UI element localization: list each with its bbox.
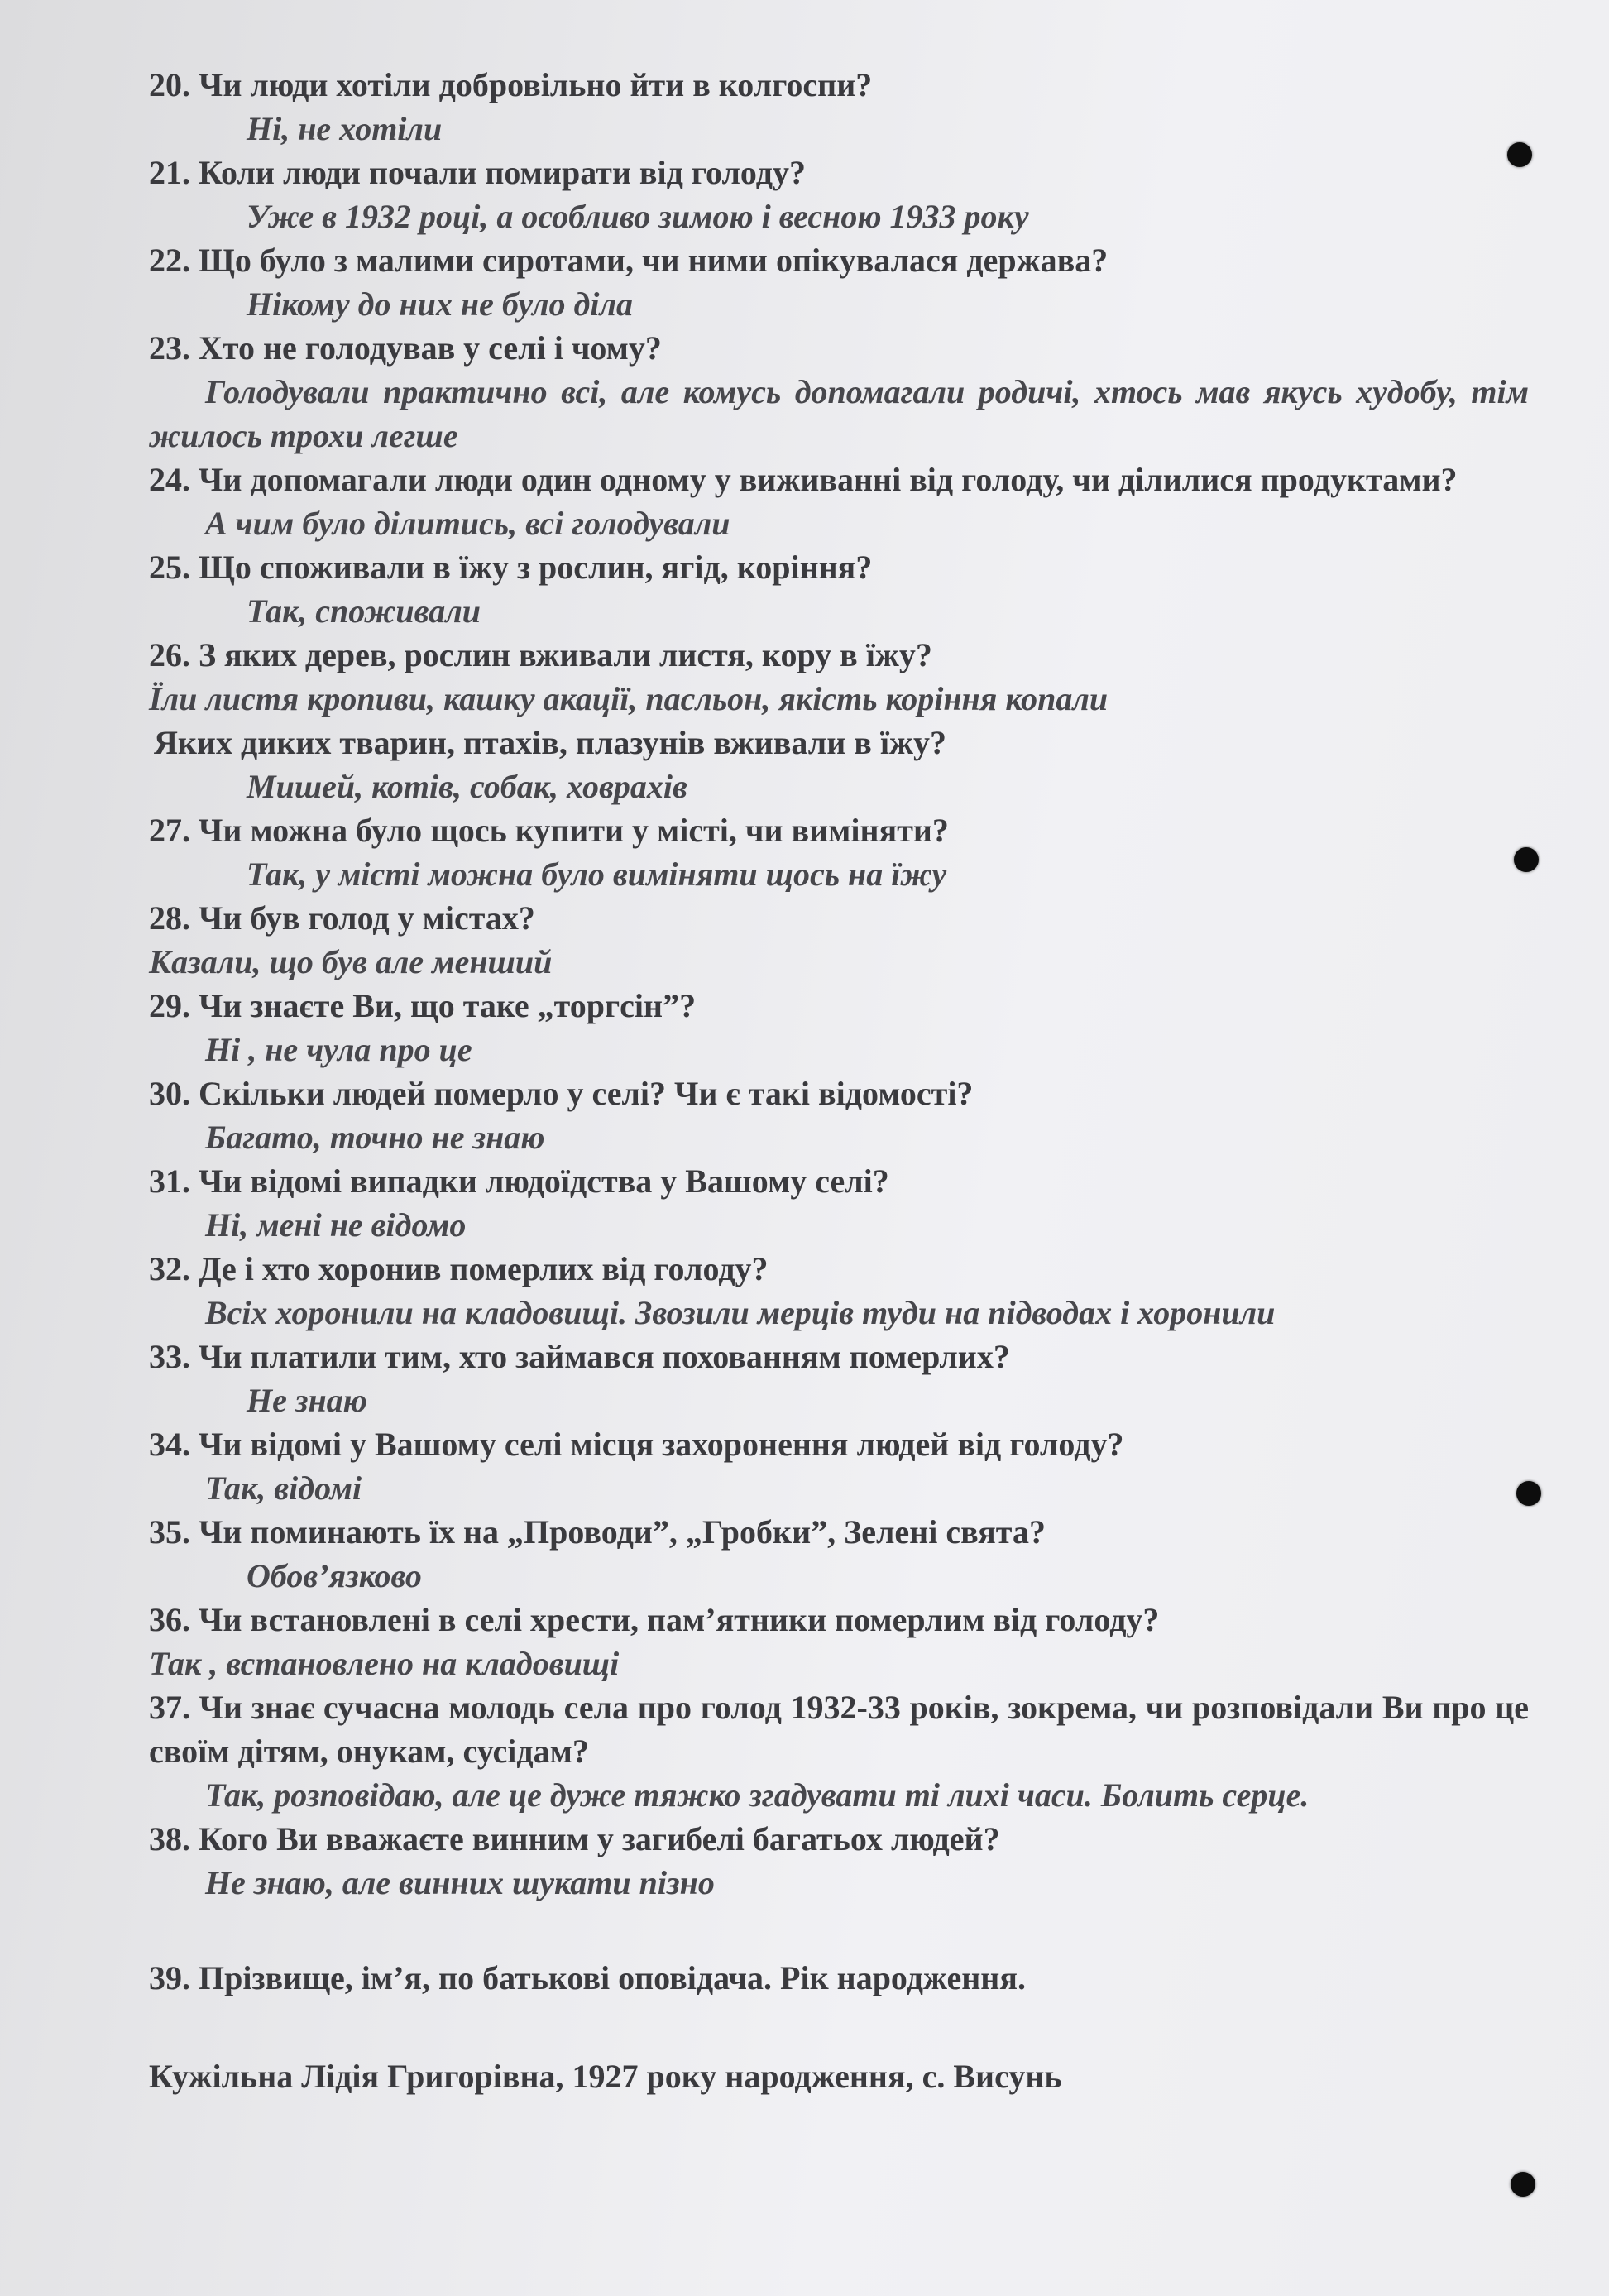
answer: Так, споживали (247, 592, 481, 630)
answer: Нікому до них не було діла (247, 285, 633, 323)
question: 24. Чи допомагали люди один одному у виживанні від голоду, чи ділилися продуктами? (149, 461, 1458, 498)
answer: Так, відомі (205, 1469, 362, 1507)
question: 26. З яких дерев, рослин вживали листя, кору в їжу? (149, 636, 932, 673)
question: 29. Чи знаєте Ви, що таке „торгсін”? (149, 987, 697, 1024)
question: 21. Коли люди почали помирати від голоду? (149, 154, 806, 191)
answer: Ні, мені не відомо (205, 1206, 467, 1244)
question: 34. Чи відомі у Вашому селі місця захоронення людей від голоду? (149, 1426, 1124, 1463)
answer: Їли листя кропиви, кашку акації, пасльон, якість коріння копали (149, 680, 1109, 717)
question: Яких диких тварин, птахів, плазунів вживали в їжу? (154, 724, 946, 761)
question: 20. Чи люди хотіли добровільно йти в колгоспи? (149, 66, 873, 103)
answer: Так, у місті можна було виміняти щось на їжу (247, 856, 947, 893)
question: 25. Що споживали в їжу з рослин, ягід, коріння? (149, 549, 873, 586)
answer: Уже в 1932 році, а особливо зимою і весною 1933 року (247, 198, 1029, 235)
answer: Ні, не хотіли (247, 110, 443, 147)
answer: Так, розповідаю, але це дуже тяжко згадувати ті лихі часи. Болить серце. (205, 1776, 1310, 1814)
question: 22. Що було з малими сиротами, чи ними опікувалася держава? (149, 242, 1109, 279)
question: 30. Скільки людей померло у селі? Чи є такі відомості? (149, 1075, 974, 1112)
answer: Мишей, котів, собак, ховрахів (247, 768, 687, 805)
answer: Обов’язково (247, 1557, 422, 1594)
answer: Всіх хоронили на кладовищі. Звозили мерців туди на підводах і хоронили (205, 1294, 1276, 1331)
answer: Ні , не чула про це (205, 1031, 472, 1068)
answer: А чим було ділитись, всі голодували (205, 505, 730, 542)
narrator-question: 39. Прізвище, ім’я, по батькові оповідача. Рік народження. (149, 1959, 1026, 1996)
question: 28. Чи був голод у містах? (149, 899, 535, 937)
answer: Не знаю, але винних шукати пізно (205, 1864, 715, 1901)
binder-hole (1511, 2172, 1535, 2197)
question: 23. Хто не голодував у селі і чому? (149, 329, 662, 367)
questionnaire (149, 63, 1529, 2098)
answer: Казали, що був але менший (149, 943, 553, 980)
question: 38. Кого Ви вважаєте винним у загибелі багатьох людей? (149, 1820, 1000, 1857)
answer: Багато, точно не знаю (205, 1119, 545, 1156)
answer: Так , встановлено на кладовищі (149, 1645, 620, 1682)
question: 27. Чи можна було щось купити у місті, чи виміняти? (149, 812, 949, 849)
narrator-info: Кужільна Лідія Григорівна, 1927 року народження, с. Висунь (149, 2058, 1062, 2095)
question: 37. Чи знає сучасна молодь села про голод 1932-33 років, зокрема, чи розповідали Ви про це своїм дітям, онукам, сусідам? (149, 1689, 1529, 1770)
question: 36. Чи встановлені в селі хрести, пам’ятники померлим від голоду? (149, 1601, 1160, 1638)
question: 33. Чи платили тим, хто займався похованням померлих? (149, 1338, 1010, 1375)
question: 32. Де і хто хоронив померлих від голоду? (149, 1250, 769, 1287)
answer: Не знаю (247, 1382, 367, 1419)
question: 35. Чи поминають їх на „Проводи”, „Гробки”, Зелені свята? (149, 1513, 1046, 1551)
question: 31. Чи відомі випадки людоїдства у Вашому селі? (149, 1162, 889, 1200)
answer: Голодували практично всі, але комусь допомагали родичі, хтось мав якусь худобу, тім жилось трохи легше (149, 373, 1529, 454)
